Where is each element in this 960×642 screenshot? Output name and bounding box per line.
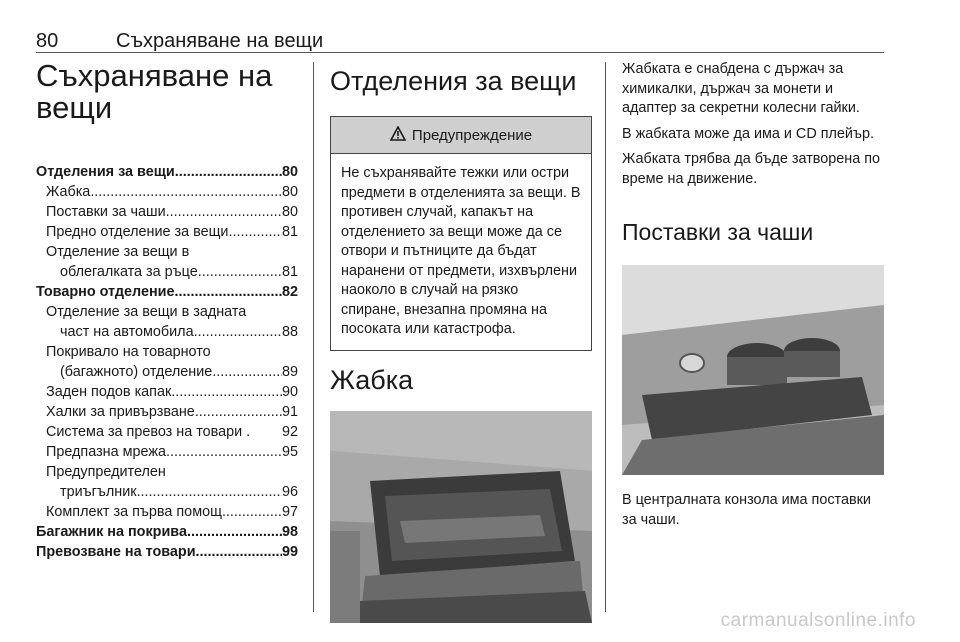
chapter-title: Съхраняване на вещи: [36, 58, 273, 125]
toc-leader-dots: [222, 502, 282, 522]
toc-entry-label: Поставки за чаши: [46, 204, 166, 220]
glovebox-photo: [330, 411, 592, 623]
toc-entry-label: облегалката за ръце: [60, 264, 198, 280]
toc-leader-dots: [175, 162, 282, 182]
toc-leader-dots: [212, 362, 282, 382]
toc-entry-page: 96: [281, 484, 298, 500]
toc-entry-label: Товарно отделение: [36, 284, 175, 300]
page-number: 80: [36, 30, 59, 52]
toc-leader-dots: [90, 182, 282, 202]
toc-entry[interactable]: [36, 382, 298, 402]
toc-leader-dots: [194, 322, 282, 342]
toc-entry-page: 95: [281, 444, 298, 460]
cupholder-caption: В централната конзола има поставки за чаши.: [622, 492, 871, 528]
warning-triangle-icon: [390, 126, 406, 145]
section-title-storage: Отделения за вещи: [330, 66, 577, 96]
toc-entry-page: 82: [281, 284, 298, 300]
toc-entry-page: 98: [281, 524, 298, 540]
toc-entry-label: Предупредителен: [46, 464, 166, 480]
toc-entry[interactable]: [36, 502, 298, 522]
toc-entry[interactable]: [36, 422, 298, 442]
toc-entry[interactable]: [36, 202, 298, 222]
toc-entry-page: 88: [281, 324, 298, 340]
warning-title: Предупреждение: [411, 126, 533, 144]
warning-text: Не съхранявайте тежки или остри предмети в отделенията за вещи. В противен случай, капакът на отделението за вещи може да се отвори и пътниците да бъдат наранени от предмети, изхвърлени наоколо в случай на рязко спиране, внезапна промяна на посоката или катастрофа.: [341, 165, 581, 337]
toc-entry-label: Система за превоз на товари .: [46, 424, 251, 440]
toc-entry-label: (багажното) отделение: [60, 364, 213, 380]
toc-column: [36, 60, 298, 562]
toc-entry[interactable]: [36, 522, 298, 542]
toc-entry-page: 91: [281, 404, 298, 420]
toc-entry-page: 81: [281, 264, 298, 280]
toc-entry-label: Превозване на товари: [36, 544, 196, 560]
toc-entry-page: 89: [281, 364, 298, 380]
toc-entry-page: 92: [281, 424, 298, 440]
toc-entry[interactable]: [36, 162, 298, 182]
watermark: carmanualsonline.info: [720, 610, 916, 631]
column-divider-2: [605, 62, 606, 612]
toc-entry[interactable]: [36, 462, 298, 482]
toc-entry-label: Отделения за вещи: [36, 164, 175, 180]
section-title-glovebox: Жабка: [330, 364, 414, 395]
table-of-contents: [36, 162, 298, 562]
toc-leader-dots: [228, 222, 282, 242]
toc-entry-page: 99: [281, 544, 298, 560]
paragraph-2: В жабката може да има и CD плейър.: [622, 125, 874, 142]
toc-entry[interactable]: [36, 442, 298, 462]
toc-leader-dots: [171, 382, 282, 402]
toc-entry-label: Отделение за вещи в: [46, 244, 190, 260]
toc-entry[interactable]: [36, 542, 298, 562]
toc-entry-page: 90: [281, 384, 298, 400]
toc-entry[interactable]: [36, 222, 298, 242]
column-divider-1: [313, 62, 314, 612]
toc-entry[interactable]: [36, 242, 298, 262]
toc-entry-page: 80: [281, 164, 298, 180]
toc-entry[interactable]: [36, 362, 298, 382]
toc-entry-label: Багажник на покрива: [36, 524, 187, 540]
toc-entry-label: триъгълник: [60, 484, 137, 500]
toc-entry-label: Покривало на товарното: [46, 344, 211, 360]
toc-spacer: [250, 422, 282, 442]
toc-entry[interactable]: [36, 262, 298, 282]
toc-leader-dots: [166, 202, 282, 222]
toc-entry-label: Предно отделение за вещи: [46, 224, 229, 240]
toc-entry[interactable]: [36, 322, 298, 342]
toc-entry[interactable]: [36, 482, 298, 502]
toc-leader-dots: [166, 442, 282, 462]
paragraph-3: Жабката трябва да бъде затворена по време на движение.: [622, 151, 881, 187]
toc-entry-page: 81: [281, 224, 298, 240]
toc-entry[interactable]: [36, 402, 298, 422]
toc-entry-label: Предпазна мрежа: [46, 444, 166, 460]
toc-entry-page: 80: [281, 184, 298, 200]
warning-box: [330, 116, 592, 351]
toc-entry-label: част на автомобила: [60, 324, 194, 340]
toc-entry-label: Заден подов капак: [46, 384, 172, 400]
toc-leader-dots: [195, 402, 282, 422]
toc-leader-dots: [198, 262, 282, 282]
toc-entry-page: 97: [281, 504, 298, 520]
toc-entry[interactable]: [36, 282, 298, 302]
toc-leader-dots: [196, 542, 282, 562]
toc-entry-label: Халки за привързване: [46, 404, 195, 420]
section-title-cupholders: Поставки за чаши: [622, 219, 814, 245]
toc-entry-page: 80: [281, 204, 298, 220]
toc-entry[interactable]: [36, 302, 298, 322]
header-rule: [36, 52, 884, 53]
content-column-3: [622, 60, 884, 530]
toc-leader-dots: [137, 482, 282, 502]
toc-leader-dots: [175, 282, 282, 302]
toc-entry[interactable]: [36, 182, 298, 202]
toc-entry[interactable]: [36, 342, 298, 362]
warning-header: [331, 117, 591, 154]
paragraph-1: Жабката е снабдена с държач за химикалки, държач за монети и адаптер за секретни колесни гайки.: [622, 61, 860, 116]
toc-leader-dots: [187, 522, 282, 542]
toc-entry-label: Комплект за първа помощ: [46, 504, 222, 520]
toc-entry-label: Жабка: [46, 184, 91, 200]
cupholder-photo: [622, 265, 884, 475]
content-column-2: [330, 60, 592, 623]
toc-entry-label: Отделение за вещи в задната: [46, 304, 247, 320]
running-title: Съхраняване на вещи: [116, 30, 324, 52]
